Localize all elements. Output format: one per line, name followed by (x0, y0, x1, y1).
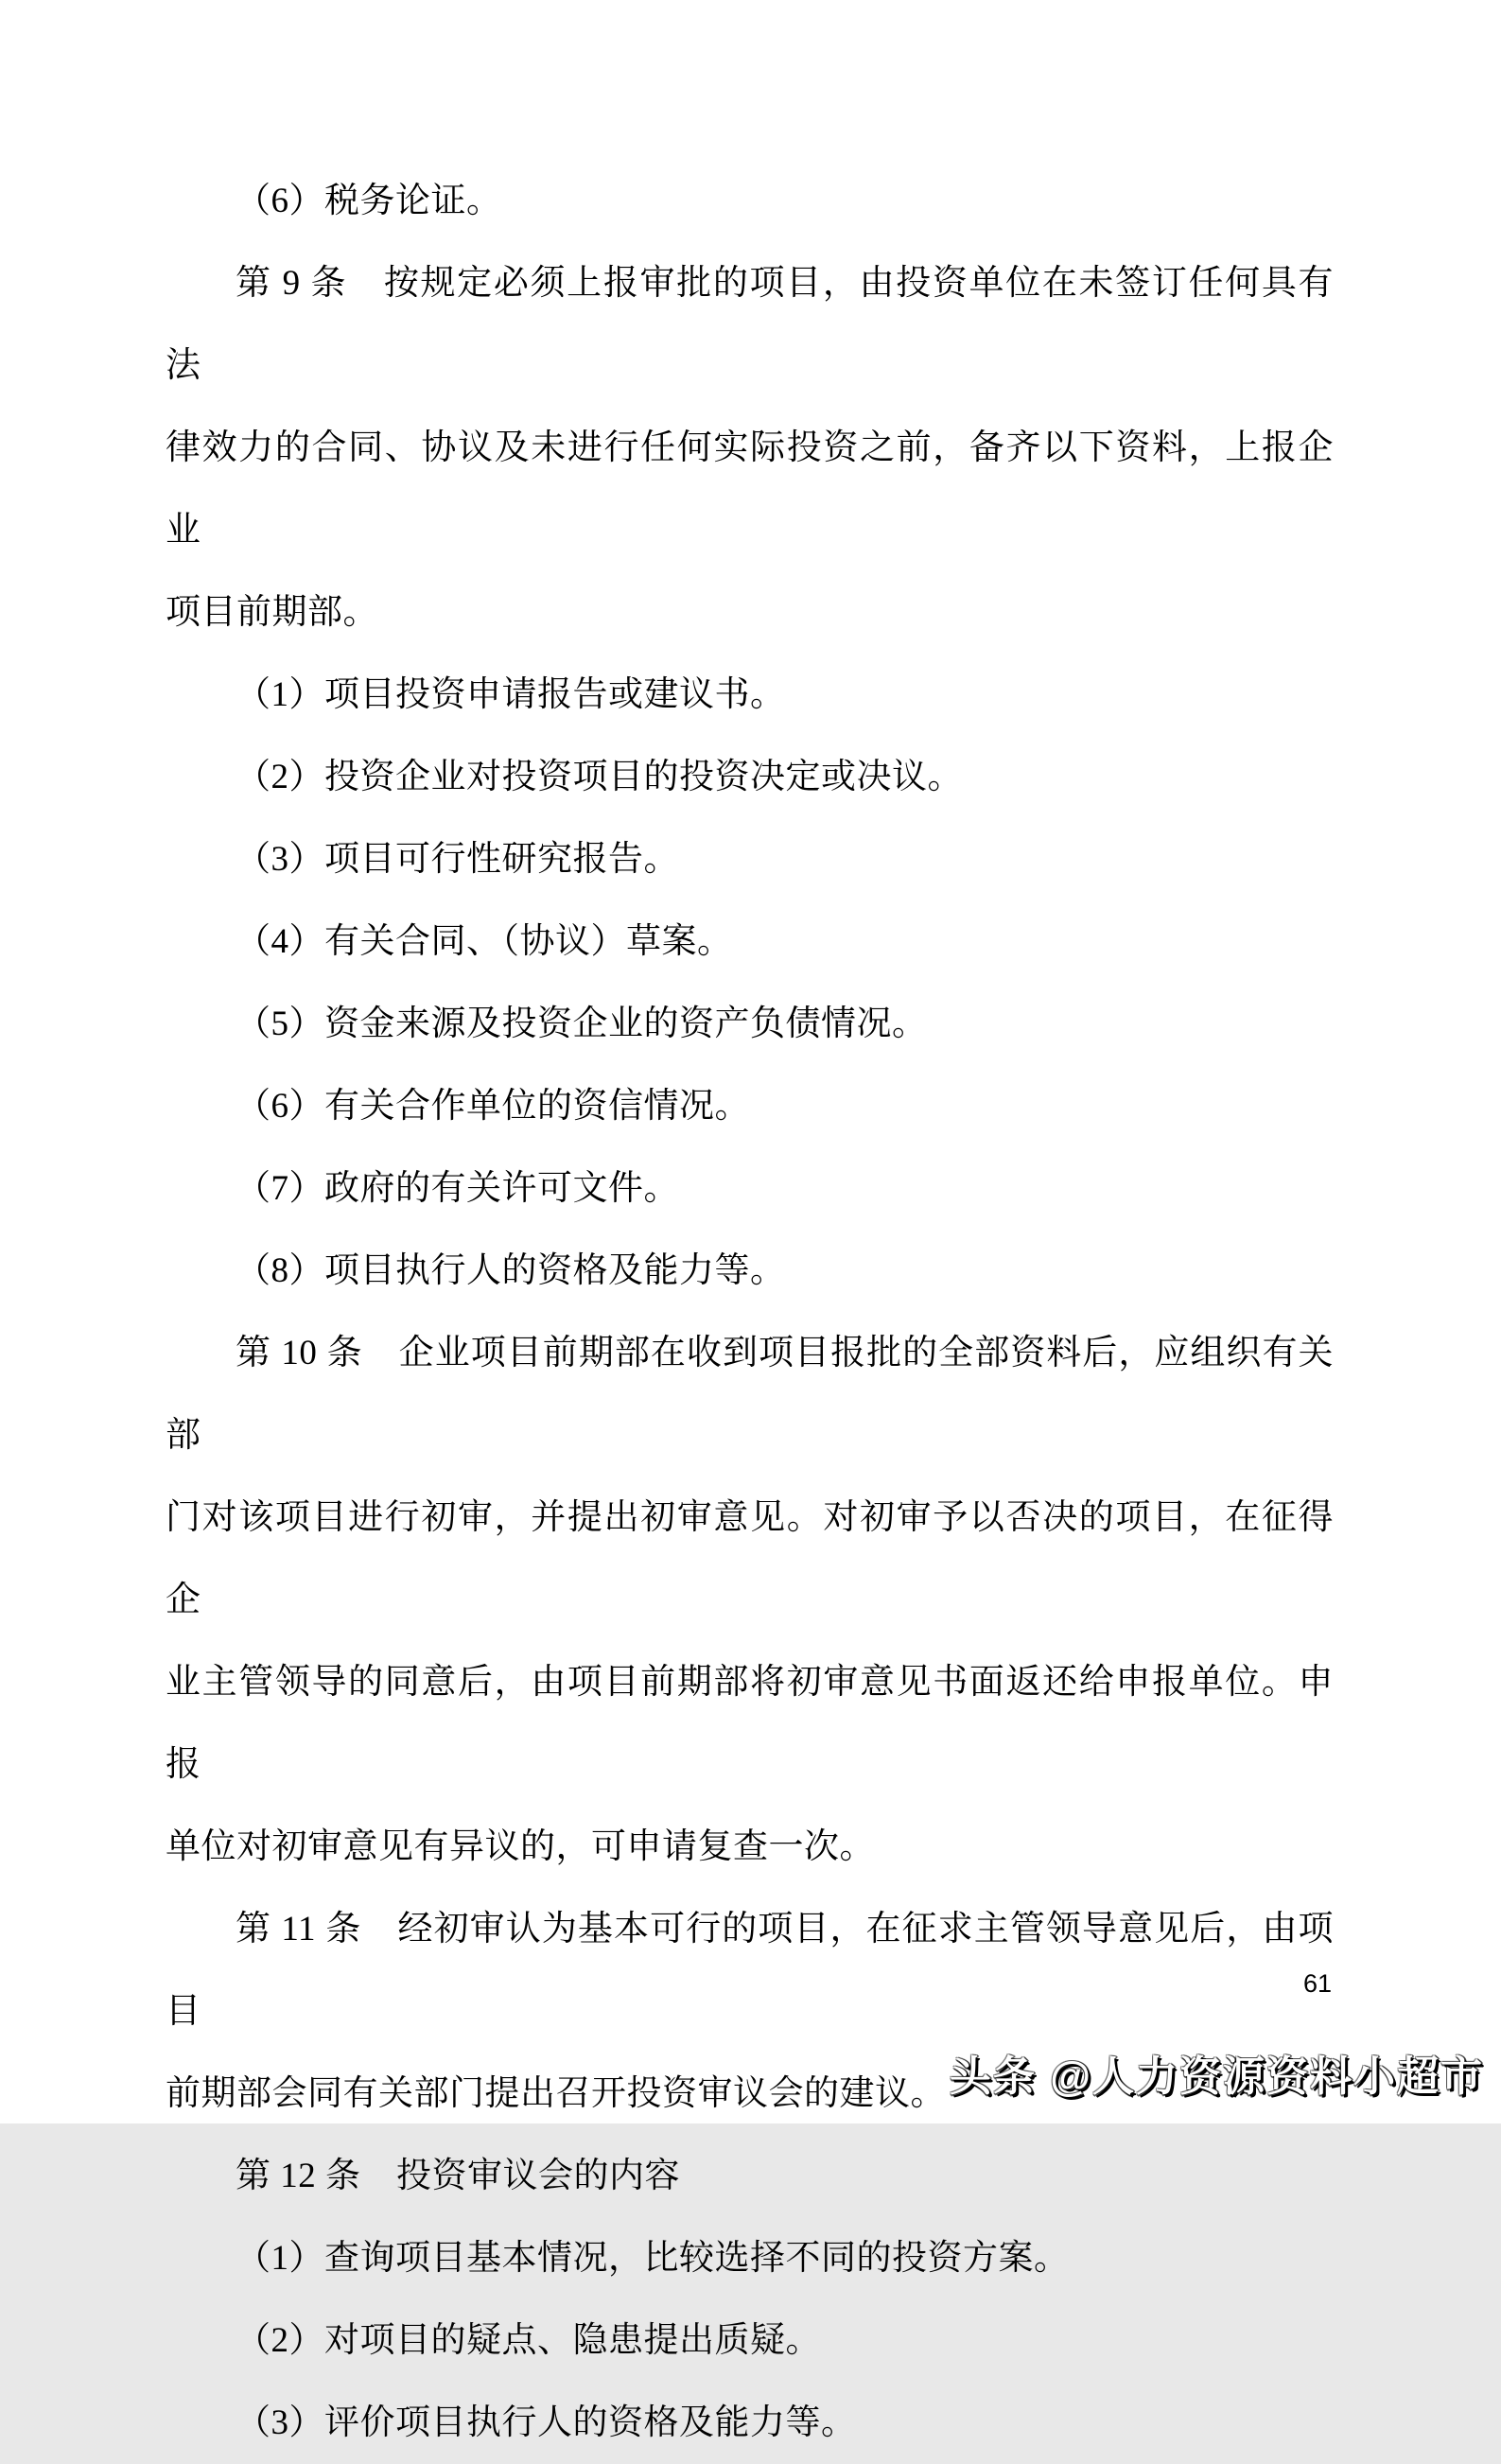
text-line: 前期部会同有关部门提出召开投资审议会的建议。 (166, 2074, 946, 2113)
page-number: 61 (1303, 1969, 1333, 1998)
text-line: 第 11 条 经初审认为基本可行的项目，在征求主管领导意见后，由项目 (166, 1910, 1334, 2031)
text-line: 单位对初审意见有异议的，可申请复查一次。 (166, 1827, 875, 1866)
text-line: （7）政府的有关许可文件。 (236, 1169, 679, 1208)
watermark: 头条 @人力资源资料小超市 (949, 2053, 1484, 2100)
text-line: 第 10 条 企业项目前期部在收到项目报批的全部资料后，应组织有关部 (166, 1334, 1334, 1455)
text-line: 第 12 条 投资审议会的内容 (236, 2157, 680, 2195)
text-line: （2）对项目的疑点、隐患提出质疑。 (236, 2321, 821, 2360)
text-line: 项目前期部。 (166, 593, 378, 632)
text-line: 第 9 条 按规定必须上报审批的项目，由投资单位在未签订任何具有法 (166, 264, 1334, 385)
text-line: （2）投资企业对投资项目的投资决定或决议。 (236, 758, 963, 796)
text-line: （1）项目投资申请报告或建议书。 (236, 675, 786, 714)
text-line: （5）资金来源及投资企业的资产负债情况。 (236, 1005, 928, 1043)
text-line: （6）有关合作单位的资信情况。 (236, 1087, 750, 1126)
text-line: （1）查询项目基本情况，比较选择不同的投资方案。 (236, 2239, 1070, 2278)
text-line: （3）项目可行性研究报告。 (236, 840, 679, 879)
document-body (166, 160, 1334, 2464)
text-line: （3）评价项目执行人的资格及能力等。 (236, 2403, 857, 2442)
text-line: （6）税务论证。 (236, 182, 502, 220)
text-line: （4）有关合同、（协议）草案。 (236, 922, 733, 961)
text-line: （8）项目执行人的资格及能力等。 (236, 1251, 786, 1290)
text-line: 业主管领导的同意后，由项目前期部将初审意见书面返还给申报单位。申报 (166, 1663, 1334, 1784)
text-line: 门对该项目进行初审，并提出初审意见。对初审予以否决的项目，在征得企 (166, 1498, 1334, 1619)
text-line: 律效力的合同、协议及未进行任何实际投资之前，备齐以下资料，上报企业 (166, 428, 1334, 550)
